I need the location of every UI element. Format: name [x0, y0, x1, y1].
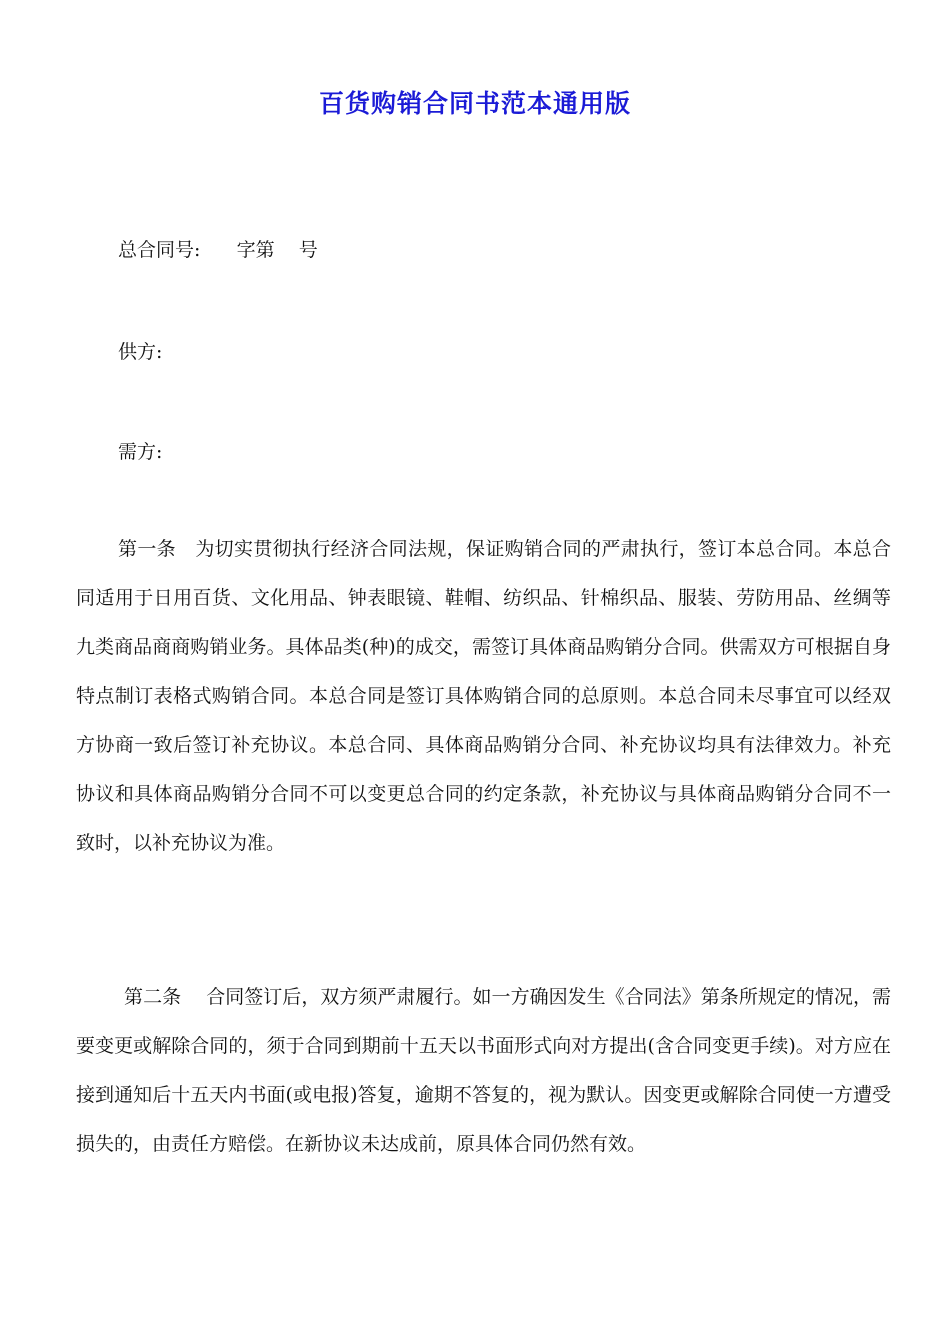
article-2-body: 合同签订后，双方须严肃履行。如一方确因发生《合同法》第条所规定的情况，需要变更或解除合同的，须于合同到期前十五天以书面形式向对方提出(含合同变更手续)。对方应在接到通知后十五天内书面(或电报)答复，逾期不答复的，视为默认。因变更或解除合同使一方遭受损失的，由责任方赔偿。在新协议未达成前，原具体合同仍然有效。 — [76, 986, 891, 1155]
article-1-heading: 第一条 — [118, 538, 196, 560]
buyer-field: 需方: — [118, 441, 163, 463]
contract-number-field: 总合同号: 字第 号 — [118, 239, 318, 261]
supplier-field: 供方: — [118, 341, 163, 363]
article-1-body: 为切实贯彻执行经济合同法规，保证购销合同的严肃执行，签订本总合同。本总合同适用于日用百货、文化用品、钟表眼镜、鞋帽、纺织品、针棉织品、服装、劳防用品、丝绸等九类商品商商购销业务。具体品类(种)的成交，需签订具体商品购销分合同。供需双方可根据自身特点制订表格式购销合同。本总合同是签订具体购销合同的总原则。本总合同未尽事宜可以经双方协商一致后签订补充协议。本总合同、具体商品购销分合同、补充协议均具有法律效力。补充协议和具体商品购销分合同不可以变更总合同的约定条款，补充协议与具体商品购销分合同不一致时，以补充协议为准。 — [76, 538, 891, 854]
article-1 — [76, 525, 891, 868]
article-2-heading: 第二条 — [118, 986, 207, 1008]
article-2 — [76, 973, 891, 1169]
document-title: 百货购销合同书范本通用版 — [318, 89, 631, 118]
